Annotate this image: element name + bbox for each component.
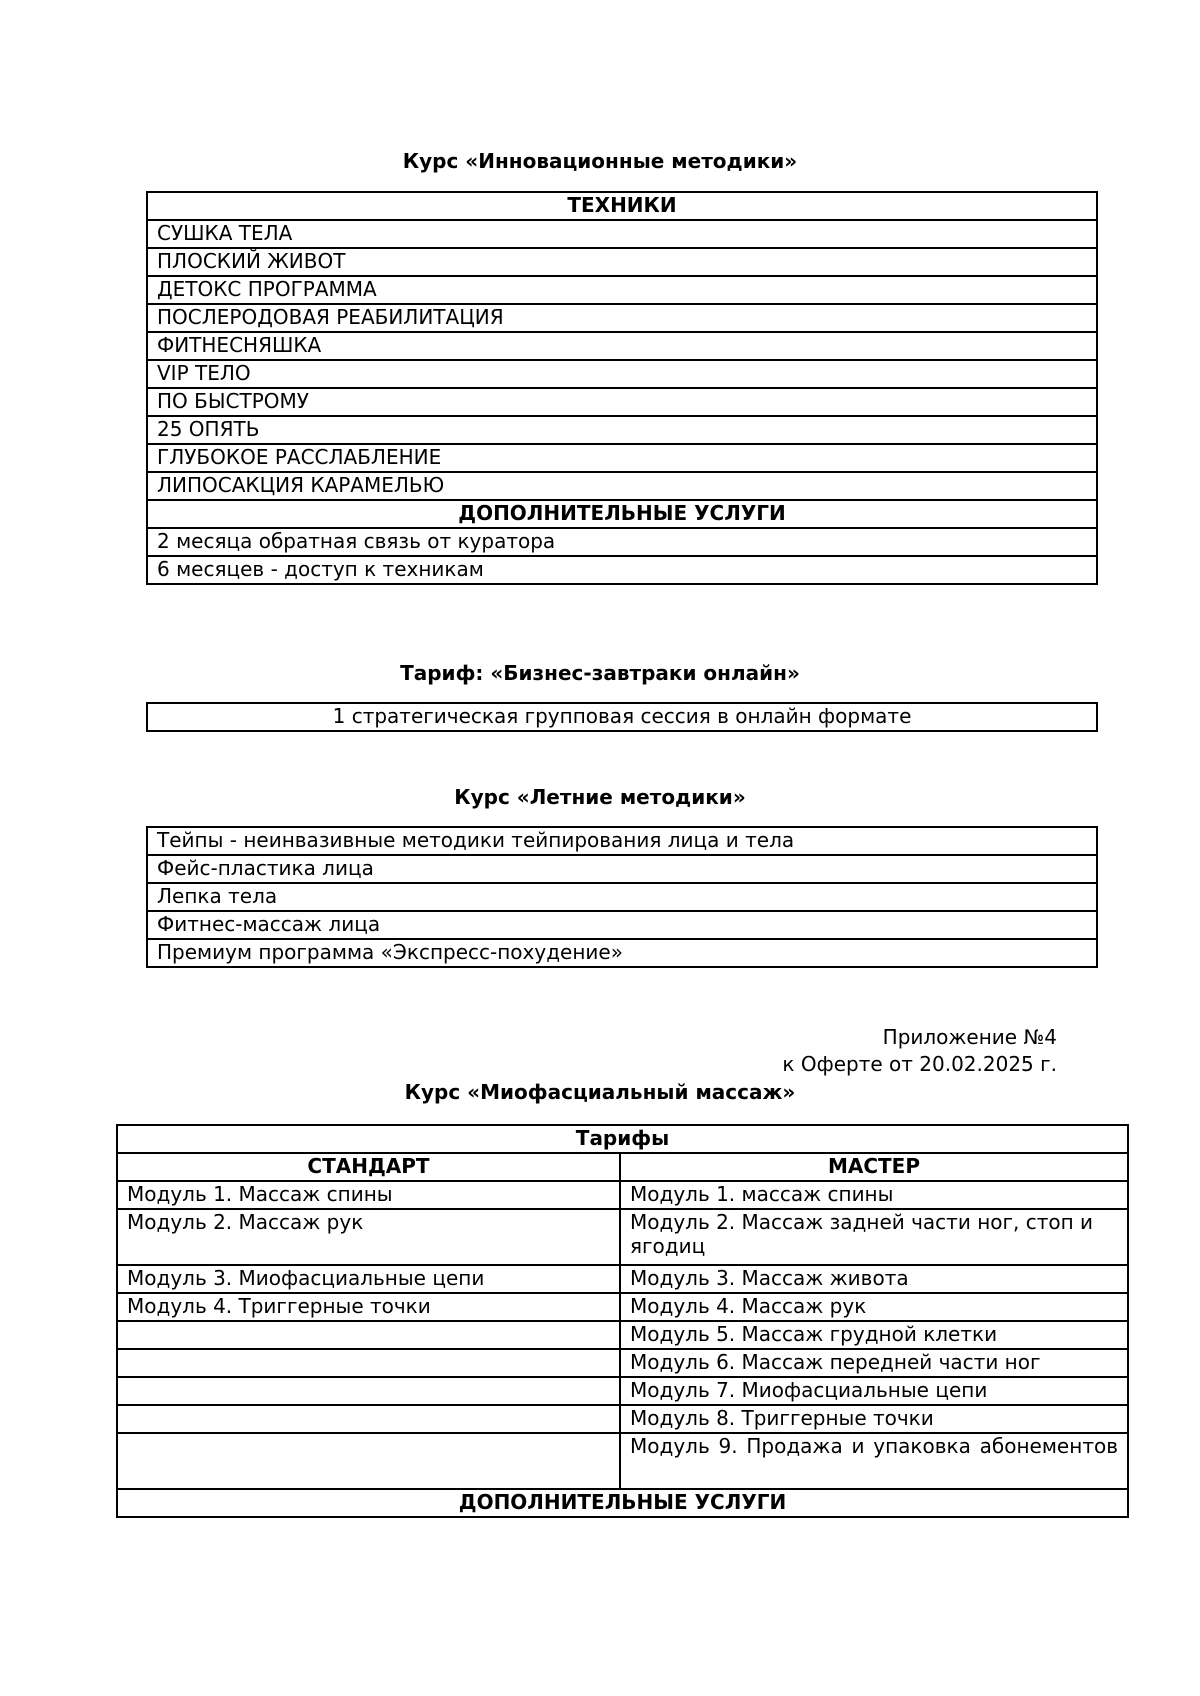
master-module: Модуль 6. Массаж передней части ног — [620, 1349, 1128, 1377]
standard-module: Модуль 3. Миофасциальные цепи — [117, 1265, 620, 1293]
course-title-myofascial: Курс «Миофасциальный массаж» — [404, 1080, 796, 1104]
technique-item: VIP ТЕЛО — [147, 360, 1097, 388]
tariffs-header: Тарифы — [117, 1125, 1128, 1153]
summer-item: Лепка тела — [147, 883, 1097, 911]
extras-header: ДОПОЛНИТЕЛЬНЫЕ УСЛУГИ — [147, 500, 1097, 528]
master-module: Модуль 5. Массаж грудной клетки — [620, 1321, 1128, 1349]
myofascial-extras-header: ДОПОЛНИТЕЛЬНЫЕ УСЛУГИ — [117, 1489, 1128, 1517]
summer-item: Фитнес-массаж лица — [147, 911, 1097, 939]
technique-item: ПЛОСКИЙ ЖИВОТ — [147, 248, 1097, 276]
master-module: Модуль 9. Продажа и упаковка абонементов — [620, 1433, 1128, 1489]
technique-item: ФИТНЕСНЯШКА — [147, 332, 1097, 360]
summer-table — [146, 826, 1098, 968]
tariff-table — [146, 702, 1098, 732]
column-standard: СТАНДАРТ — [117, 1153, 620, 1181]
tariff-item: 1 стратегическая групповая сессия в онлайн формате — [147, 703, 1097, 731]
summer-item: Фейс-пластика лица — [147, 855, 1097, 883]
master-module: Модуль 8. Триггерные точки — [620, 1405, 1128, 1433]
column-master: МАСТЕР — [620, 1153, 1128, 1181]
techniques-table — [146, 191, 1098, 585]
extra-item: 6 месяцев - доступ к техникам — [147, 556, 1097, 584]
standard-empty-cell — [117, 1349, 620, 1377]
annex-note — [782, 1024, 1057, 1078]
master-module: Модуль 1. массаж спины — [620, 1181, 1128, 1209]
master-module: Модуль 3. Массаж живота — [620, 1265, 1128, 1293]
standard-empty-cell — [117, 1405, 620, 1433]
technique-item: 25 ОПЯТЬ — [147, 416, 1097, 444]
extra-item: 2 месяца обратная связь от куратора — [147, 528, 1097, 556]
technique-item: ПОСЛЕРОДОВАЯ РЕАБИЛИТАЦИЯ — [147, 304, 1097, 332]
standard-empty-cell — [117, 1321, 620, 1349]
technique-item: СУШКА ТЕЛА — [147, 220, 1097, 248]
master-module: Модуль 7. Миофасциальные цепи — [620, 1377, 1128, 1405]
annex-line-1: Приложение №4 — [882, 1025, 1057, 1049]
course-title-summer: Курс «Летние методики» — [454, 785, 746, 809]
summer-item: Премиум программа «Экспресс-похудение» — [147, 939, 1097, 967]
tariff-title: Тариф: «Бизнес-завтраки онлайн» — [400, 661, 800, 685]
standard-empty-cell — [117, 1377, 620, 1405]
technique-item: ГЛУБОКОЕ РАССЛАБЛЕНИЕ — [147, 444, 1097, 472]
standard-module: Модуль 4. Триггерные точки — [117, 1293, 620, 1321]
technique-item: ПО БЫСТРОМУ — [147, 388, 1097, 416]
technique-item: ДЕТОКС ПРОГРАММА — [147, 276, 1097, 304]
standard-module: Модуль 1. Массаж спины — [117, 1181, 620, 1209]
standard-empty-cell — [117, 1433, 620, 1489]
myofascial-table — [116, 1124, 1129, 1518]
summer-item: Тейпы - неинвазивные методики тейпирования лица и тела — [147, 827, 1097, 855]
master-module: Модуль 2. Массаж задней части ног, стоп и ягодиц — [620, 1209, 1128, 1265]
standard-module: Модуль 2. Массаж рук — [117, 1209, 620, 1265]
technique-item: ЛИПОСАКЦИЯ КАРАМЕЛЬЮ — [147, 472, 1097, 500]
annex-line-2: к Оферте от 20.02.2025 г. — [782, 1052, 1057, 1076]
techniques-header: ТЕХНИКИ — [147, 192, 1097, 220]
course-title-innovative: Курс «Инновационные методики» — [402, 149, 798, 173]
master-module: Модуль 4. Массаж рук — [620, 1293, 1128, 1321]
